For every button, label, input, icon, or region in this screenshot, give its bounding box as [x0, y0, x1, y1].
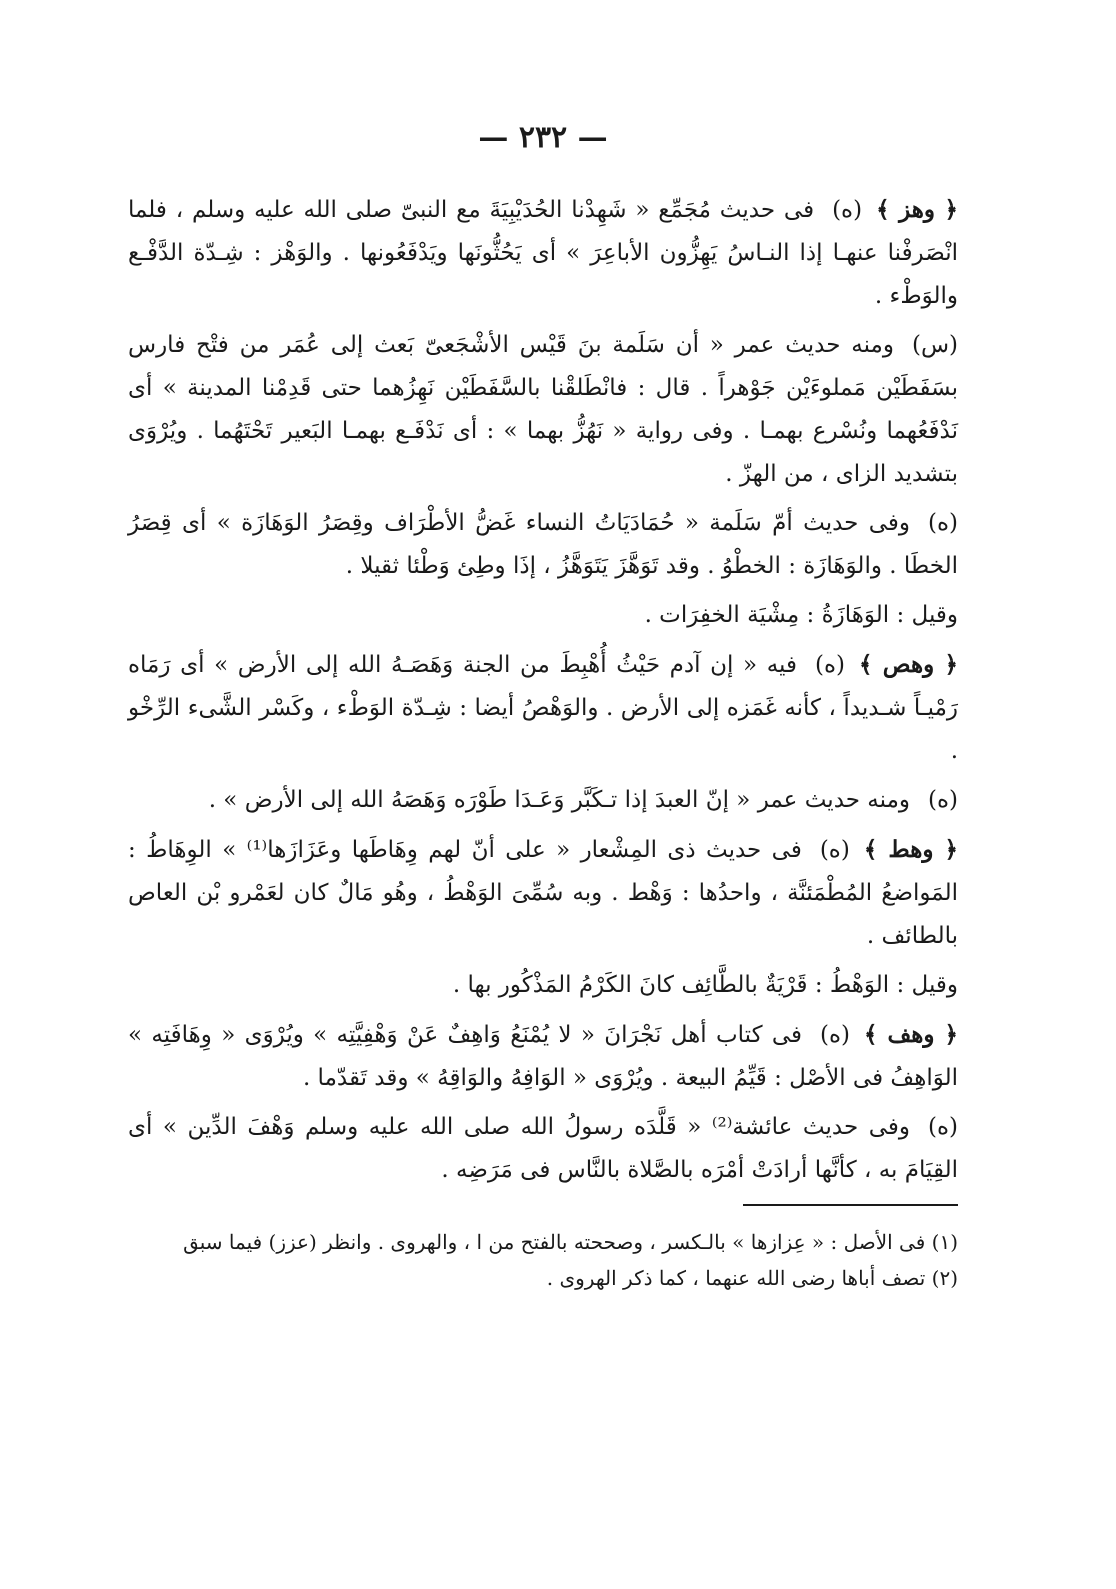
source-siglum: (ه): [928, 510, 958, 536]
entry-paragraph: [128, 643, 958, 773]
entry-paragraph: [128, 1013, 958, 1100]
entry-paragraph: [128, 502, 958, 588]
entry-paragraph: [128, 594, 958, 637]
document-page: [128, 118, 958, 1296]
entry-text: وقيل : الوَهَازَةُ : مِشْيَة الخفِرَات .: [644, 602, 958, 628]
entry-text: وفى حديث أمّ سَلَمة « حُمَادَيَاتُ النساء غَضُّ الأطْرَاف وقِصَرُ الوَهَازَة » أى قِصَرُ الخطَا . والوَهَازَة : الخطْوُ . وقد تَوَهَّزَ يَتَوَهَّزُ ، إذَا وطِئ وَطْئا ثقيلا .: [128, 510, 958, 579]
entry-head: ﴿ وهز ﴾: [876, 196, 958, 223]
footnote-divider: [743, 1204, 958, 1206]
source-siglum: (ه): [832, 197, 863, 223]
entry-paragraph: [128, 324, 958, 496]
entry-text: فى كتاب أهل نَجْرَانَ « لا يُمْنَعُ وَاهِفٌ عَنْ وَهْفِيَّتِه » ويُرْوَى « وِهَافَتِه » الوَاهِفُ فى الأصْل : قَيِّمُ البيعة . ويُرْوَى « الوَافِهُ والوَاقِهُ » وقد تَقدّما .: [128, 1022, 958, 1091]
entry-head: ﴿ وهص ﴾: [859, 651, 958, 678]
body-text: [128, 188, 958, 1192]
source-siglum: (ه): [815, 652, 845, 678]
footnotes: [128, 1224, 958, 1296]
footnote: (١) فى الأصل : « عِزازها » بالـكسر ، وصححته بالفتح من ا ، والهروى . وانظر (عزز) فيما سبق: [183, 1230, 958, 1254]
entry-paragraph: [128, 779, 958, 822]
entry-text: ومنه حديث عمر « أن سَلَمة بنَ قَيْس الأشْجَعىّ بَعث إلى عُمَر من فتْح فارس بسَفَطَيْن مَملوءَيْن جَوْهراً . قال : فانْطَلقْنا بالسَّفَطَيْن نَهِزُهما حتى قَدِمْنا المدينة » أى نَدْفَعُهما ونُسْرع بهمـا . وفى رواية « نَهُزُّ بهما » : أى نَدْفَـع بهمـا البَعير تَحْتَهُما . ويُرْوَى بتشديد الزاى ، من الهزّ .: [128, 332, 958, 487]
entry-text: وفى حديث عائشة⁽²⁾ « قَلَّدَه رسولُ الله صلى الله عليه وسلم وَهْفَ الدِّين » أى القِيَامَ به ، كأنَّها أرادَتْ أمْرَه بالصَّلاة بالنَّاس فى مَرَضِه .: [128, 1114, 958, 1183]
source-siglum: (ه): [927, 1114, 958, 1140]
footnote: (٢) تصف أباها رضى الله عنهما ، كما ذكر الهروى .: [546, 1266, 958, 1290]
page-number: — ٢٣٢ —: [478, 120, 608, 155]
entry-paragraph: [128, 828, 958, 958]
source-siglum: (ه): [820, 1022, 850, 1048]
source-siglum: (ه): [928, 787, 958, 813]
entry-paragraph: [128, 188, 958, 318]
entry-text: ومنه حديث عمر « إنّ العبدَ إذا تـكَبَّر وَعَـدَا طَوْرَه وَهَصَهُ الله إلى الأرض » .: [208, 787, 910, 813]
entry-text: فيه « إن آدم حَيْثُ أُهْبِطَ من الجنة وَهَصَـهُ الله إلى الأرض » أى رَمَاه رَمْيـاً شـديداً ، كأنه غَمَزه إلى الأرض . والوَهْصُ أيضا : شِـدّة الوَطْء ، وكَسْر الشَّىء الرِّخْو .: [128, 652, 958, 764]
entry-text: فى حديث ذى المِشْعار « على أنّ لهم وِهَاطَها وعَزَازَها⁽¹⁾ » الوِهَاطُ : المَواضعُ المُطْمَئنَّة ، واحدُها : وَهْط . وبه سُمِّىَ الوَهْطُ ، وهُو مَالٌ كان لعَمْرو بْن العاص بالطائف .: [128, 837, 958, 949]
entry-paragraph: [128, 1106, 958, 1192]
source-siglum: (ه): [819, 837, 850, 863]
entry-text: فى حديث مُجَمِّع « شَهِدْنا الحُدَيْبِيَةَ مع النبىّ صلى الله عليه وسلم ، فلما انْصَرفْنا عنهـا إذا النـاسُ يَهِزُّون الأباعِرَ » أى يَحُثُّونَها ويَدْفَعُونها . والوَهْز : شِـدّة الدَّفْـع والوَطْء .: [128, 197, 958, 309]
entry-text: وقيل : الوَهْطُ : قَرْيَةٌ بالطَّائِف كانَ الكَرْمُ المَذْكُور بها .: [452, 972, 958, 998]
entry-head: ﴿ وهط ﴾: [863, 836, 959, 863]
entry-head: ﴿ وهف ﴾: [864, 1021, 959, 1048]
entry-paragraph: [128, 964, 958, 1007]
source-siglum: (س): [911, 332, 958, 358]
